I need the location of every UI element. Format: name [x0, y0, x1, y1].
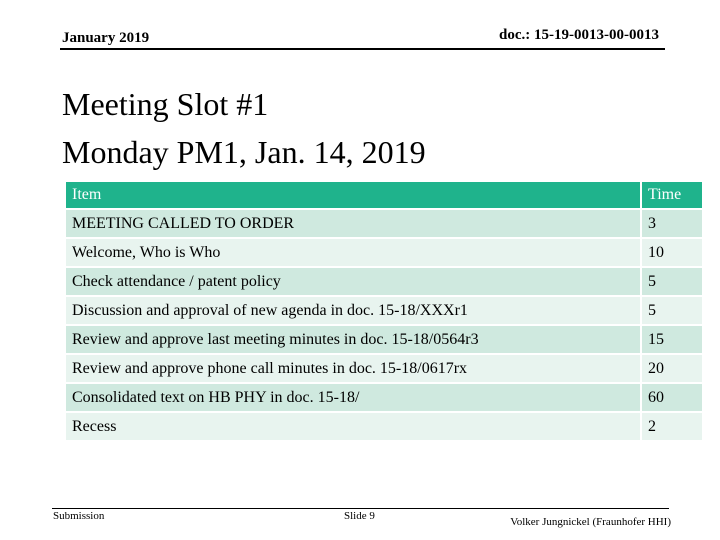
- slide-title-line2: Monday PM1, Jan. 14, 2019: [62, 134, 426, 170]
- table-row: [66, 413, 702, 440]
- agenda-item: Review and approve last meeting minutes in doc. 15-18/0564r3: [66, 326, 640, 353]
- column-header-time: Time: [640, 182, 702, 208]
- agenda-header-row: [66, 182, 702, 208]
- table-row: [66, 384, 702, 411]
- agenda-time: 15: [640, 326, 702, 353]
- table-row: [66, 297, 702, 324]
- agenda-time: 5: [640, 297, 702, 324]
- footer-author: Volker Jungnickel (Fraunhofer HHI): [510, 516, 671, 528]
- agenda-time: 2: [640, 413, 702, 440]
- agenda-time: 10: [640, 239, 702, 266]
- slide-title: [62, 80, 426, 176]
- table-row: [66, 326, 702, 353]
- table-row: [66, 210, 702, 237]
- column-header-item: Item: [66, 182, 640, 208]
- table-row: [66, 268, 702, 295]
- footer-submission: Submission: [53, 510, 105, 522]
- agenda-item: Recess: [66, 413, 640, 440]
- header-doc-id: doc.: 15-19-0013-00-0013: [499, 27, 659, 43]
- header-divider: [60, 48, 665, 50]
- agenda-item: Discussion and approval of new agenda in doc. 15-18/XXXr1: [66, 297, 640, 324]
- footer-slide-number: Slide 9: [344, 510, 375, 522]
- agenda-item: Check attendance / patent policy: [66, 268, 640, 295]
- header-date: January 2019: [62, 30, 150, 46]
- agenda-item: Welcome, Who is Who: [66, 239, 640, 266]
- agenda-table: [66, 180, 702, 442]
- agenda-item: Review and approve phone call minutes in doc. 15-18/0617rx: [66, 355, 640, 382]
- table-row: [66, 355, 702, 382]
- agenda-time: 3: [640, 210, 702, 237]
- agenda-item: MEETING CALLED TO ORDER: [66, 210, 640, 237]
- table-row: [66, 239, 702, 266]
- agenda-item: Consolidated text on HB PHY in doc. 15-18/: [66, 384, 640, 411]
- slide-title-line1: Meeting Slot #1: [62, 86, 269, 122]
- footer-divider: [52, 508, 669, 509]
- agenda-time: 20: [640, 355, 702, 382]
- agenda-time: 60: [640, 384, 702, 411]
- agenda-time: 5: [640, 268, 702, 295]
